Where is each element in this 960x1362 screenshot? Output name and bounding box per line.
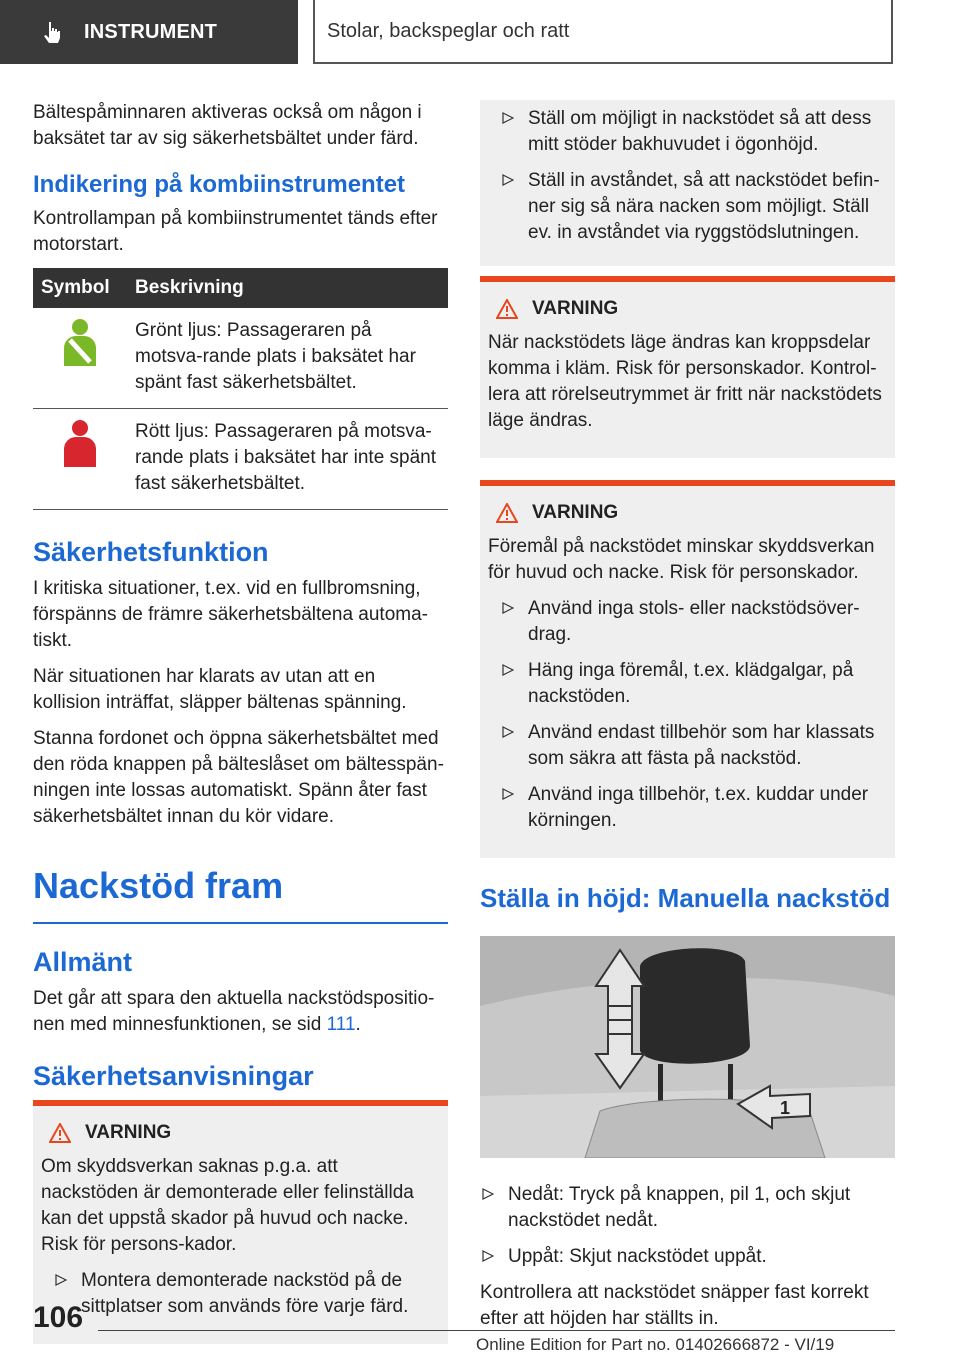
hand-pointer-icon bbox=[40, 20, 64, 44]
right-column bbox=[480, 100, 895, 1342]
section-label: INSTRUMENT bbox=[84, 21, 218, 43]
general-paragraph: Det går att spara den aktuella nackstödspositio-nen med minnesfunktionen, se sid 111. bbox=[33, 988, 435, 1035]
bullet-triangle-icon bbox=[502, 726, 514, 738]
table-header-row bbox=[33, 268, 448, 308]
list-item: Ställ om möjligt in nackstödet så att dess mitt stöder bakhuvudet i ögonhöjd. bbox=[488, 106, 887, 158]
footer-divider bbox=[98, 1330, 895, 1331]
list-item: Använd endast tillbehör som har klassats som säkra att fästa på nackstöd. bbox=[488, 720, 887, 772]
edition-text: Online Edition for Part no. 01402666872 - VI/19 bbox=[476, 1335, 835, 1354]
final-paragraph: Kontrollera att nackstödet snäpper fast korrekt efter att höjden har ställts in. bbox=[480, 1282, 869, 1329]
general-heading: Allmänt bbox=[33, 947, 133, 977]
list-item: Uppåt: Skjut nackstödet uppåt. bbox=[480, 1244, 895, 1270]
red-passenger-unbelted-icon bbox=[60, 419, 100, 469]
green-passenger-belted-icon bbox=[60, 318, 100, 368]
headrest-illustration bbox=[480, 936, 895, 1158]
warning-text: Om skyddsverkan saknas p.g.a. att nackstöden är demonterade eller felinställda kan det uppstå skador på huvud och nacke. Risk för persons-kador. bbox=[41, 1156, 414, 1255]
list-item: Nedåt: Tryck på knappen, pil 1, och skjut nackstödet nedåt. bbox=[480, 1182, 895, 1234]
safety-paragraph-1: I kritiska situationer, t.ex. vid en fullbromsning, förspänns de främre säkerhetsbältena automa-tiskt. bbox=[33, 578, 428, 651]
list-item: Montera demonterade nackstöd på de sittplatser som används före varje färd. bbox=[41, 1268, 440, 1320]
table-cell-description: Rött ljus: Passageraren på motsva-rande plats i baksätet har inte spänt fast säkerhetsbältet. bbox=[127, 409, 448, 510]
bullet-triangle-icon bbox=[482, 1188, 494, 1200]
list-item: Ställ in avståndet, så att nackstödet befin-ner sig så nära nacken som möjligt. Ställ ev. in avståndet via ryggstödslutningen. bbox=[488, 168, 887, 246]
header-symbol: Symbol bbox=[33, 268, 127, 308]
page-number: 106 bbox=[33, 1301, 84, 1334]
instruction-box bbox=[480, 100, 895, 266]
safety-notes-heading: Säkerhetsanvisningar bbox=[33, 1061, 314, 1091]
bullet-triangle-icon bbox=[55, 1274, 67, 1286]
list-item: Häng inga föremål, t.ex. klädgalgar, på nackstöden. bbox=[488, 658, 887, 710]
callout-number: 1 bbox=[780, 1098, 791, 1118]
safety-function-heading: Säkerhetsfunktion bbox=[33, 537, 269, 567]
bullet-triangle-icon bbox=[502, 788, 514, 800]
warning-box-2 bbox=[480, 276, 895, 458]
warning-text: Föremål på nackstödet minskar skyddsverkan för huvud och nacke. Risk för personskador. bbox=[488, 536, 875, 583]
list-item: Använd inga stols- eller nackstödsöver-drag. bbox=[488, 596, 887, 648]
symbol-table bbox=[33, 268, 448, 510]
table-row bbox=[33, 308, 448, 409]
left-column bbox=[33, 100, 448, 1344]
height-heading: Ställa in höjd: Manuella nackstöd bbox=[480, 883, 891, 913]
intro-paragraph: Bältespåminnaren aktiveras också om någon i baksätet tar av sig säkerhetsbältet under färd. bbox=[33, 102, 422, 149]
warning-box-1 bbox=[33, 1100, 448, 1344]
warning-text: När nackstödets läge ändras kan kroppsdelar komma i kläm. Risk för personskador. Kontrol-lera att rörelseutrymmet är fritt när nackstödets läge ändras. bbox=[488, 332, 882, 431]
list-item: Använd inga tillbehör, t.ex. kuddar under körningen. bbox=[488, 782, 887, 834]
warning-title: VARNING bbox=[532, 298, 619, 319]
chapter-title-text: Stolar, backspeglar och ratt bbox=[327, 20, 570, 42]
section-tab[interactable] bbox=[0, 0, 298, 64]
bullet-triangle-icon bbox=[482, 1250, 494, 1262]
warning-title: VARNING bbox=[532, 502, 619, 523]
bullet-triangle-icon bbox=[502, 174, 514, 186]
table-row bbox=[33, 409, 448, 510]
warning-triangle-icon bbox=[49, 1123, 71, 1143]
chapter-title bbox=[313, 0, 893, 64]
bullet-triangle-icon bbox=[502, 664, 514, 676]
bullet-triangle-icon bbox=[502, 112, 514, 124]
header-description: Beskrivning bbox=[127, 268, 448, 308]
indicator-heading: Indikering på kombiinstrumentet bbox=[33, 171, 406, 198]
main-heading: Nackstöd fram bbox=[33, 858, 448, 924]
warning-box-3 bbox=[480, 480, 895, 858]
safety-paragraph-3: Stanna fordonet och öppna säkerhetsbältet med den röda knappen på bälteslåset om bältesspän-ningen inte lossas automatiskt. Spänn åter fast säkerhetsbältet innan du kör vidare. bbox=[33, 728, 444, 827]
warning-title: VARNING bbox=[85, 1122, 172, 1143]
safety-paragraph-2: När situationen har klarats av utan att en kollision inträffat, släpper bältenas spänning. bbox=[33, 666, 407, 713]
bullet-triangle-icon bbox=[502, 602, 514, 614]
indicator-paragraph: Kontrollampan på kombiinstrumentet tänds efter motorstart. bbox=[33, 208, 438, 255]
warning-triangle-icon bbox=[496, 503, 518, 523]
table-cell-description: Grönt ljus: Passageraren på motsva-rande plats i baksätet har spänt fast säkerhetsbältet. bbox=[127, 308, 448, 409]
page-link[interactable]: 111 bbox=[326, 1014, 356, 1035]
warning-triangle-icon bbox=[496, 299, 518, 319]
